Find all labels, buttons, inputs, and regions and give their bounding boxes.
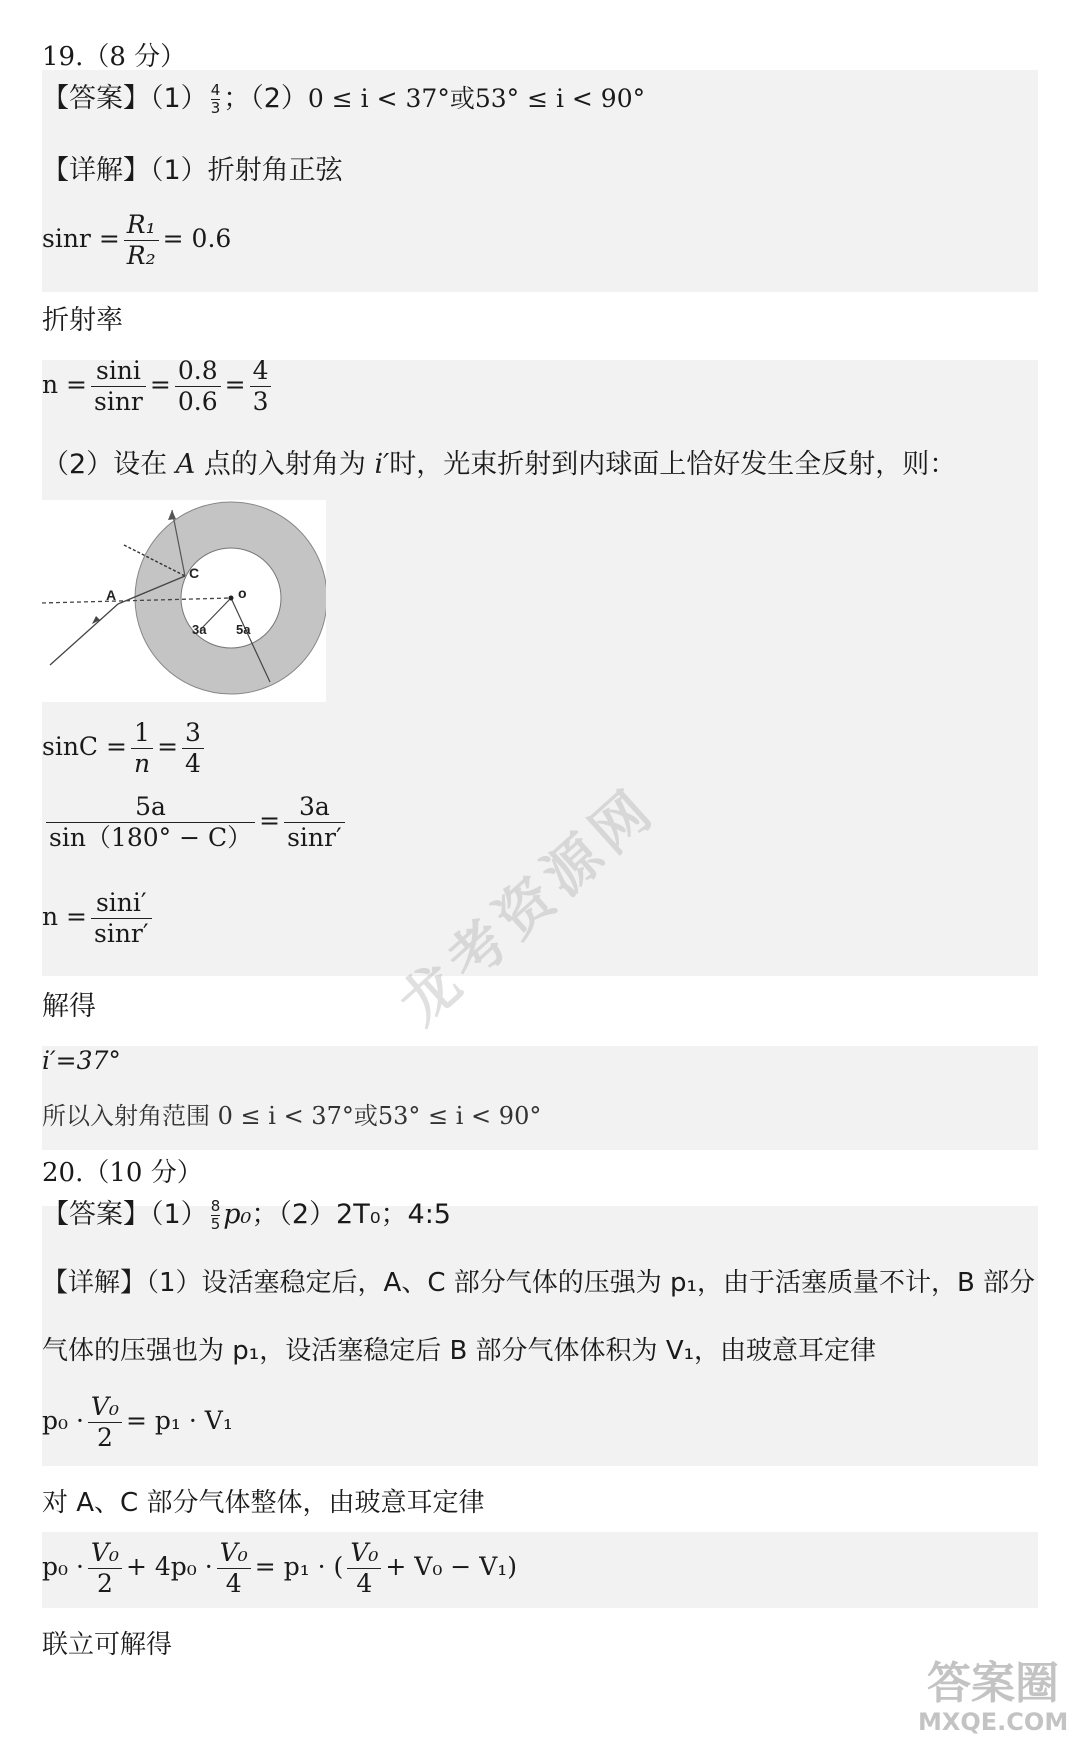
watermark: 龙考资源网 [388,774,670,1038]
label-A: A [106,587,117,603]
q19-detail-line: 【详解】（1）折射角正弦 [42,155,343,186]
q19-refraction-label: 折射率 [42,305,123,336]
q20-final-text: 联立可解得 [42,1630,173,1660]
answer-range: 0 ≤ i < 37°或53° ≤ i < 90° [307,84,646,113]
q19-answer-line: 【答案】（1） $\frac{4}{3}$ ；（2）0 ≤ i < 37°或53° ≤ i < 90° [42,80,646,117]
q19-eq-sine-law: $\frac{5a}{\sin(180^\circ - C)}$ = $\frac{3a}{\sin r'}$ [42,792,349,853]
q19-header: 19.（8 分） [42,42,187,72]
q19-solve-label: 解得 [42,991,96,1022]
answer-label: 【答案】 [42,83,150,114]
q20-eq1: p₀ · $\frac{\text{V₀}}{2}$ = p₁ · V₁ [42,1392,233,1452]
q20-detail-line1: 【详解】（1）设活塞稳定后，A、C 部分气体的压强为 p₁，由于活塞质量不计，B 部分 [42,1268,1036,1298]
q19-part2-text: （2）设在 A 点的入射角为 i′时，光束折射到内球面上恰好发生全反射，则： [42,449,957,480]
q20-answer-line: 【答案】（1） $\frac{8}{5}$ p₀；（2）2T₀；4:5 [42,1196,451,1233]
label-O: o [238,585,247,601]
q19-eq-sinr: sinr = $\frac{\text{R₁}}{\text{R₂}}$ = 0.6 [42,210,232,270]
label-C: C [189,565,200,581]
center-point [229,596,234,601]
answer-fraction: $\frac{8}{5}$ [210,1196,221,1233]
q19-eq-n2: n = $\frac{\sin i'}{\sin r'}$ [42,888,156,949]
q19-result-i: i′=37° [42,1046,121,1075]
q20-detail-line2: 气体的压强也为 p₁，设活塞稳定后 B 部分气体体积为 V₁，由玻意耳定律 [42,1336,877,1366]
q20-eq2: p₀ · $\frac{\text{V₀}}{2}$ + 4p₀ · $\frac{\text{V₀}}{4}$ = p₁ · ( $\frac{\text{V₀}}{4}$ + V₀ − V₁) [42,1538,518,1598]
q19-result-range: 所以入射角范围 0 ≤ i < 37°或53° ≤ i < 90° [42,1102,542,1130]
answer-fraction: $\frac{4}{3}$ [210,80,221,117]
q19-eq-n: n = $\frac{\sin i}{\sin r}$ = $\frac{0.8}{0.6}$ = $\frac{4}{3}$ [42,356,275,417]
corner-logo: 答案圈 MXQE.COM [918,1658,1069,1736]
refraction-diagram [42,500,326,702]
q20-header: 20.（10 分） [42,1158,203,1188]
label-3a: 3a [192,622,207,637]
detail-label: 【详解】 [42,155,150,186]
label-5a: 5a [236,622,251,637]
q20-ac-text: 对 A、C 部分气体整体，由玻意耳定律 [42,1488,485,1518]
q19-eq-sinC: sinC = $\frac{1}{n}$ = $\frac{3}{4}$ [42,718,208,779]
